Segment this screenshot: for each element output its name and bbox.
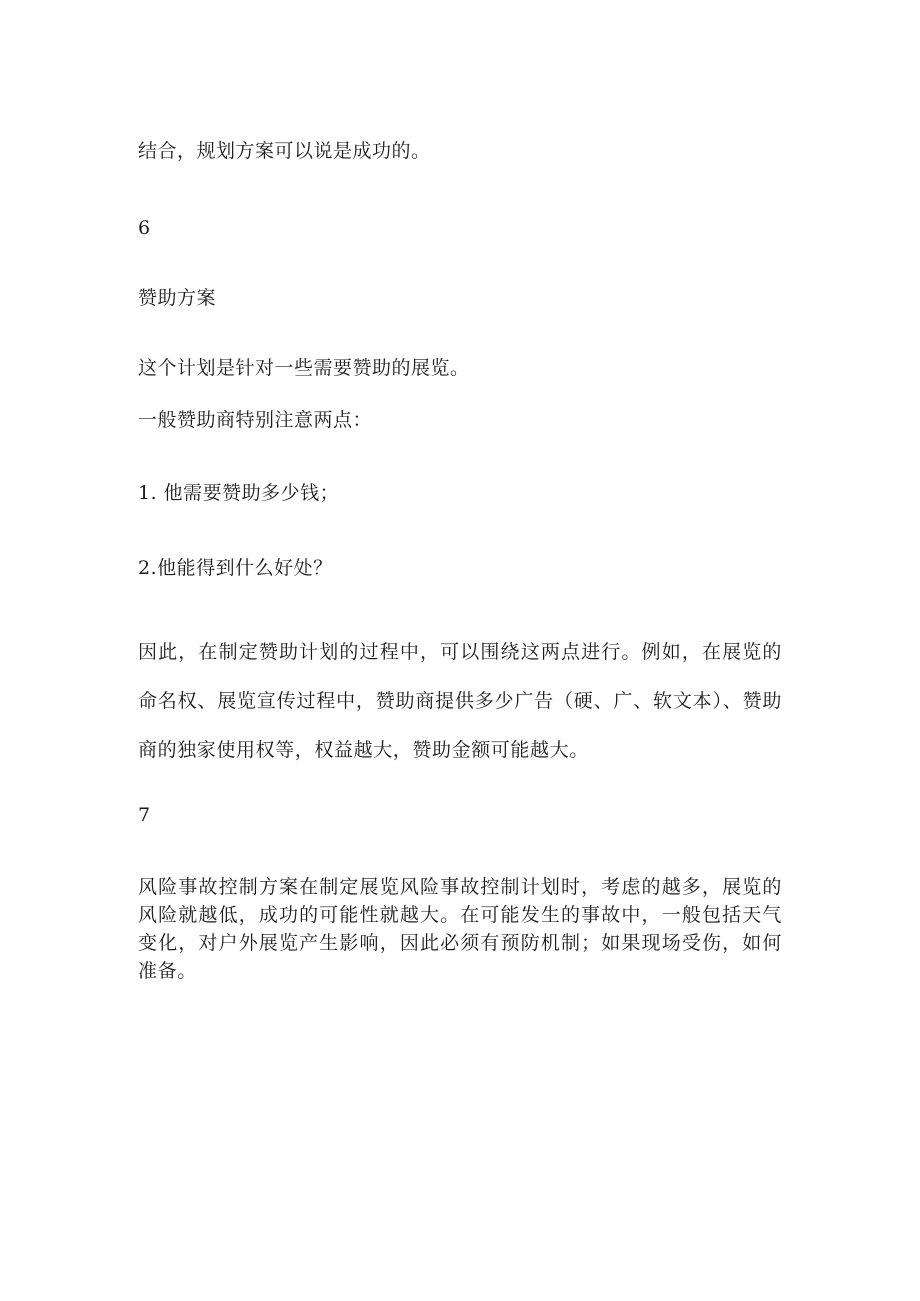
list-item-2: 2.他能得到什么好处？ bbox=[138, 557, 333, 579]
text-line-conclusion: 结合，规划方案可以说是成功的。 bbox=[138, 140, 431, 162]
section-number-7: 7 bbox=[138, 804, 151, 826]
text-line-two-points: 一般赞助商特别注意两点： bbox=[138, 409, 373, 431]
paragraph-risk-control: 风险事故控制方案在制定展览风险事故控制计划时，考虑的越多，展览的风险就越低，成功的可能性就越大。在可能发生的事故中，一般包括天气变化，对户外展览产生影响，因此必须有预防机制；如果现场受伤，如何准备。 bbox=[138, 876, 782, 982]
paragraph-sponsorship-details: 因此，在制定赞助计划的过程中，可以围绕这两点进行。例如，在展览的命名权、展览宣传过程中，赞助商提供多少广告（硬、广、软文本）、赞助商的独家使用权等，权益越大，赞助金额可能越大。 bbox=[138, 641, 782, 761]
text-line-plan-intro: 这个计划是针对一些需要赞助的展览。 bbox=[138, 357, 470, 379]
section-heading-sponsorship: 赞助方案 bbox=[138, 287, 217, 309]
section-number-6: 6 bbox=[138, 217, 151, 239]
list-item-1: 1. 他需要赞助多少钱； bbox=[138, 482, 340, 504]
